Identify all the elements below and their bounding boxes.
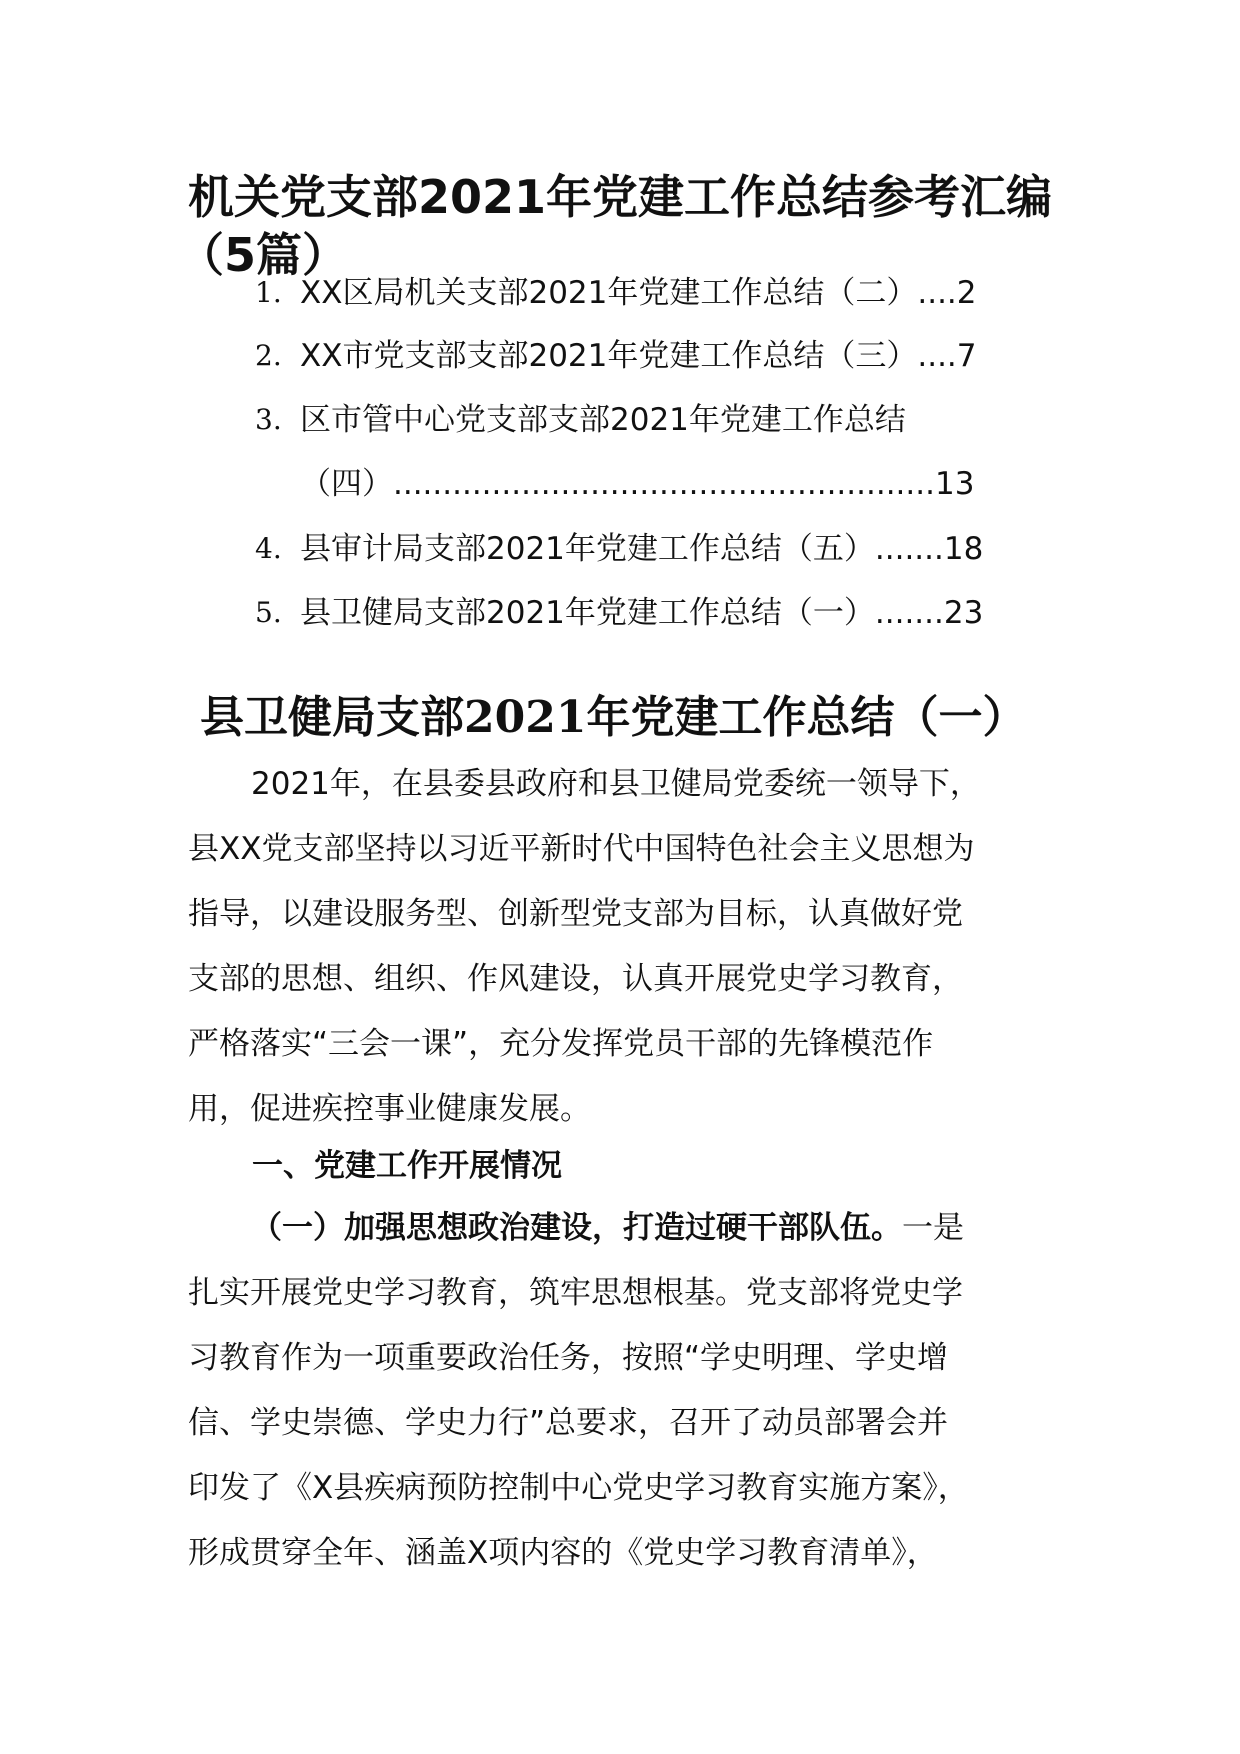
paragraph-line: 县XX党支部坚持以习近平新时代中国特色社会主义思想为 [188,831,975,867]
document-title [178,168,1068,284]
toc-item-number: 1. [255,276,282,309]
heading-level-1: 一、党建工作开展情况 [252,1148,562,1184]
paragraph-line: 印发了《X县疾病预防控制中心党史学习教育实施方案》， [188,1470,969,1506]
paragraph-line: 用，促进疾控事业健康发展。 [188,1091,591,1127]
toc-item-text-continuation: （四）.......................................................13 [300,466,975,502]
paragraph-line: 习教育作为一项重要政治任务，按照“学史明理、学史增 [188,1340,949,1376]
toc-item-number: 5. [255,596,282,629]
toc-item-number: 2. [255,339,282,372]
paragraph-line: 扎实开展党史学习教育，筑牢思想根基。党支部将党史学 [188,1275,963,1311]
paragraph-line: 形成贯穿全年、涵盖X项内容的《党史学习教育清单》， [188,1535,938,1571]
document-title-line1: 机关党支部2021年党建工作总结参考汇编 [188,170,1053,224]
paragraph-first-line [188,1196,1058,1261]
toc-item-text: 区市管中心党支部支部2021年党建工作总结 [300,402,906,438]
section-title: 县卫健局支部2021年党建工作总结（一） [200,692,1027,743]
document-title-line2: （5篇） [178,228,349,282]
paragraph-line: 支部的思想、组织、作风建设，认真开展党史学习教育， [188,961,963,997]
paragraph-line: 严格落实“三会一课”，充分发挥党员干部的先锋模范作 [188,1026,934,1062]
paragraph-line: 信、学史崇德、学史力行”总要求，召开了动员部署会并 [188,1405,949,1441]
toc-item-text: XX市党支部支部2021年党建工作总结（三）....7 [300,338,977,374]
toc-item-text: 县审计局支部2021年党建工作总结（五）.......18 [300,531,984,567]
toc-item-number: 3. [255,403,282,436]
toc-item-text: 县卫健局支部2021年党建工作总结（一）.......23 [300,595,984,631]
subsection-paragraph [188,1196,1058,1586]
intro-paragraph [188,752,1058,1142]
paragraph-line: 指导，以建设服务型、创新型党支部为目标，认真做好党 [188,896,963,932]
subsection-heading: （一）加强思想政治建设，打造过硬干部队伍。 [251,1210,902,1246]
toc-item-text: XX区局机关支部2021年党建工作总结（二）....2 [300,275,977,311]
paragraph-line: 2021年，在县委县政府和县卫健局党委统一领导下， [251,766,981,802]
toc-item-number: 4. [255,532,282,565]
paragraph-inline-text: 一是 [902,1210,964,1246]
